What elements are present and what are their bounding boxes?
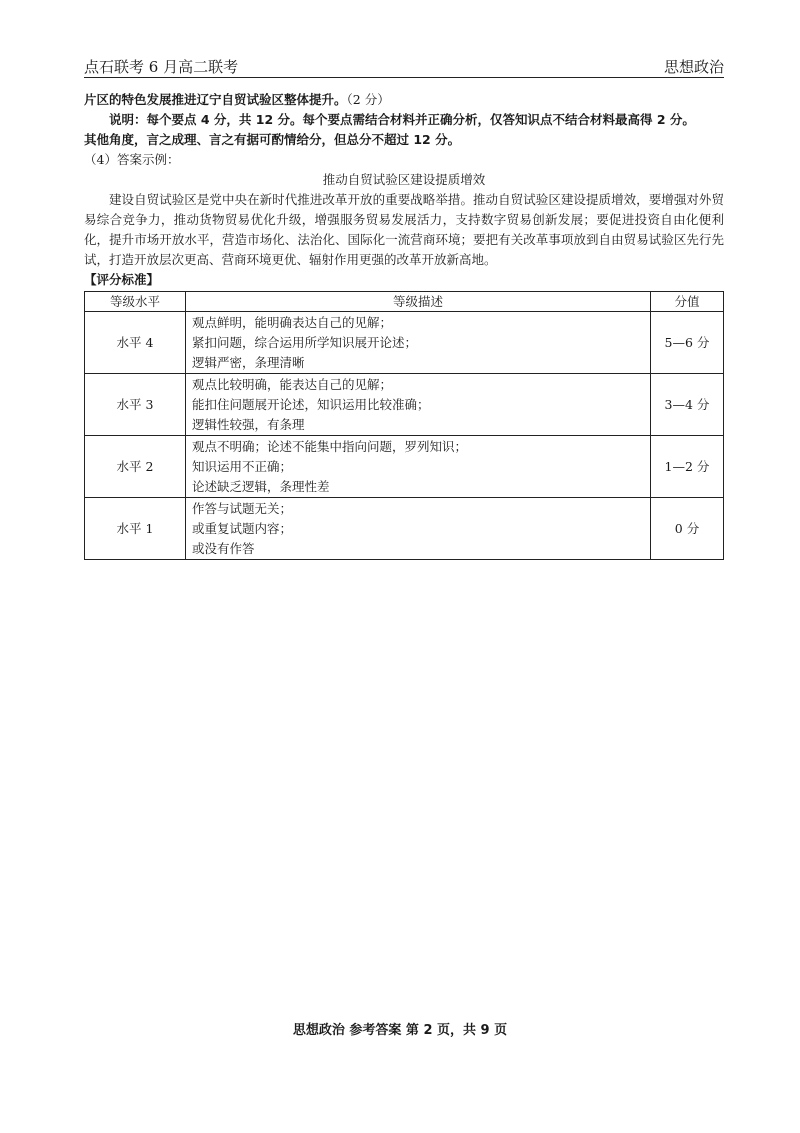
description-line: 观点不明确；论述不能集中指向问题，罗列知识；	[192, 438, 468, 454]
scoring-note-line-2: 其他角度，言之成理、言之有据可酌情给分，但总分不超过 12 分。	[84, 132, 461, 147]
grading-table	[84, 291, 724, 560]
row-score: 1—2 分	[651, 436, 724, 498]
row-level: 水平 3	[85, 374, 186, 436]
row-level: 水平 2	[85, 436, 186, 498]
description-line: 观点比较明确，能表达自己的见解；	[192, 376, 393, 392]
description-line: 论述缺乏逻辑，条理性差	[192, 478, 330, 494]
row-score: 3—4 分	[651, 374, 724, 436]
answer-point-score: （2 分）	[346, 92, 390, 107]
header-description: 等级描述	[186, 292, 651, 312]
scoring-note-line-1: 说明：每个要点 4 分，共 12 分。每个要点需结合材料并正确分析，仅答知识点不结合材料最高得 2 分。	[109, 112, 695, 127]
answer-example-label: （4）答案示例：	[84, 152, 180, 167]
row-description	[186, 436, 651, 498]
page-content	[84, 90, 724, 560]
description-line: 知识运用不正确；	[192, 458, 293, 474]
description-line: 紧扣问题，综合运用所学知识展开论述；	[192, 334, 418, 350]
page-footer: 思想政治 参考答案 第 2 页，共 9 页	[292, 1023, 508, 1038]
description-line: 逻辑严密，条理清晰	[192, 354, 305, 370]
essay-title: 推动自贸试验区建设提质增效	[322, 172, 486, 187]
answer-point-text: 片区的特色发展推进辽宁自贸试验区整体提升。	[84, 92, 347, 107]
description-line: 作答与试题无关；	[192, 500, 293, 516]
row-description	[186, 374, 651, 436]
page-header	[84, 57, 724, 78]
table-row	[85, 374, 724, 436]
header-level: 等级水平	[85, 292, 186, 312]
row-description	[186, 312, 651, 374]
description-line: 或重复试题内容；	[192, 520, 293, 536]
answer-continuation	[84, 90, 724, 110]
row-level: 水平 4	[85, 312, 186, 374]
criteria-title: 【评分标准】	[84, 272, 160, 287]
exam-title: 点石联考 6 月高二联考	[84, 58, 239, 76]
table-header-row	[85, 292, 724, 312]
description-line: 能扣住问题展开论述，知识运用比较准确；	[192, 396, 430, 412]
table-row	[85, 498, 724, 560]
row-description	[186, 498, 651, 560]
description-line: 逻辑性较强，有条理	[192, 416, 305, 432]
row-score: 5—6 分	[651, 312, 724, 374]
row-level: 水平 1	[85, 498, 186, 560]
header-score: 分值	[651, 292, 724, 312]
row-score: 0 分	[651, 498, 724, 560]
table-row	[85, 312, 724, 374]
description-line: 或没有作答	[192, 540, 255, 556]
table-row	[85, 436, 724, 498]
description-line: 观点鲜明，能明确表达自己的见解；	[192, 314, 393, 330]
subject-title: 思想政治	[663, 58, 724, 76]
essay-text: 建设自贸试验区是党中央在新时代推进改革开放的重要战略举措。推动自贸试验区建设提质增效，要增强对外贸易综合竞争力，推动货物贸易优化升级，增强服务贸易发展活力，支持数字贸易创新发展；要促进投资自由化便利化，提升市场开放水平，营造市场化、法治化、国际化一流营商环境；要把有关改革事项放到自由贸易试验区先行先试，打造开放层次更高、营商环境更优、辐射作用更强的改革开放新高地。	[84, 192, 724, 267]
